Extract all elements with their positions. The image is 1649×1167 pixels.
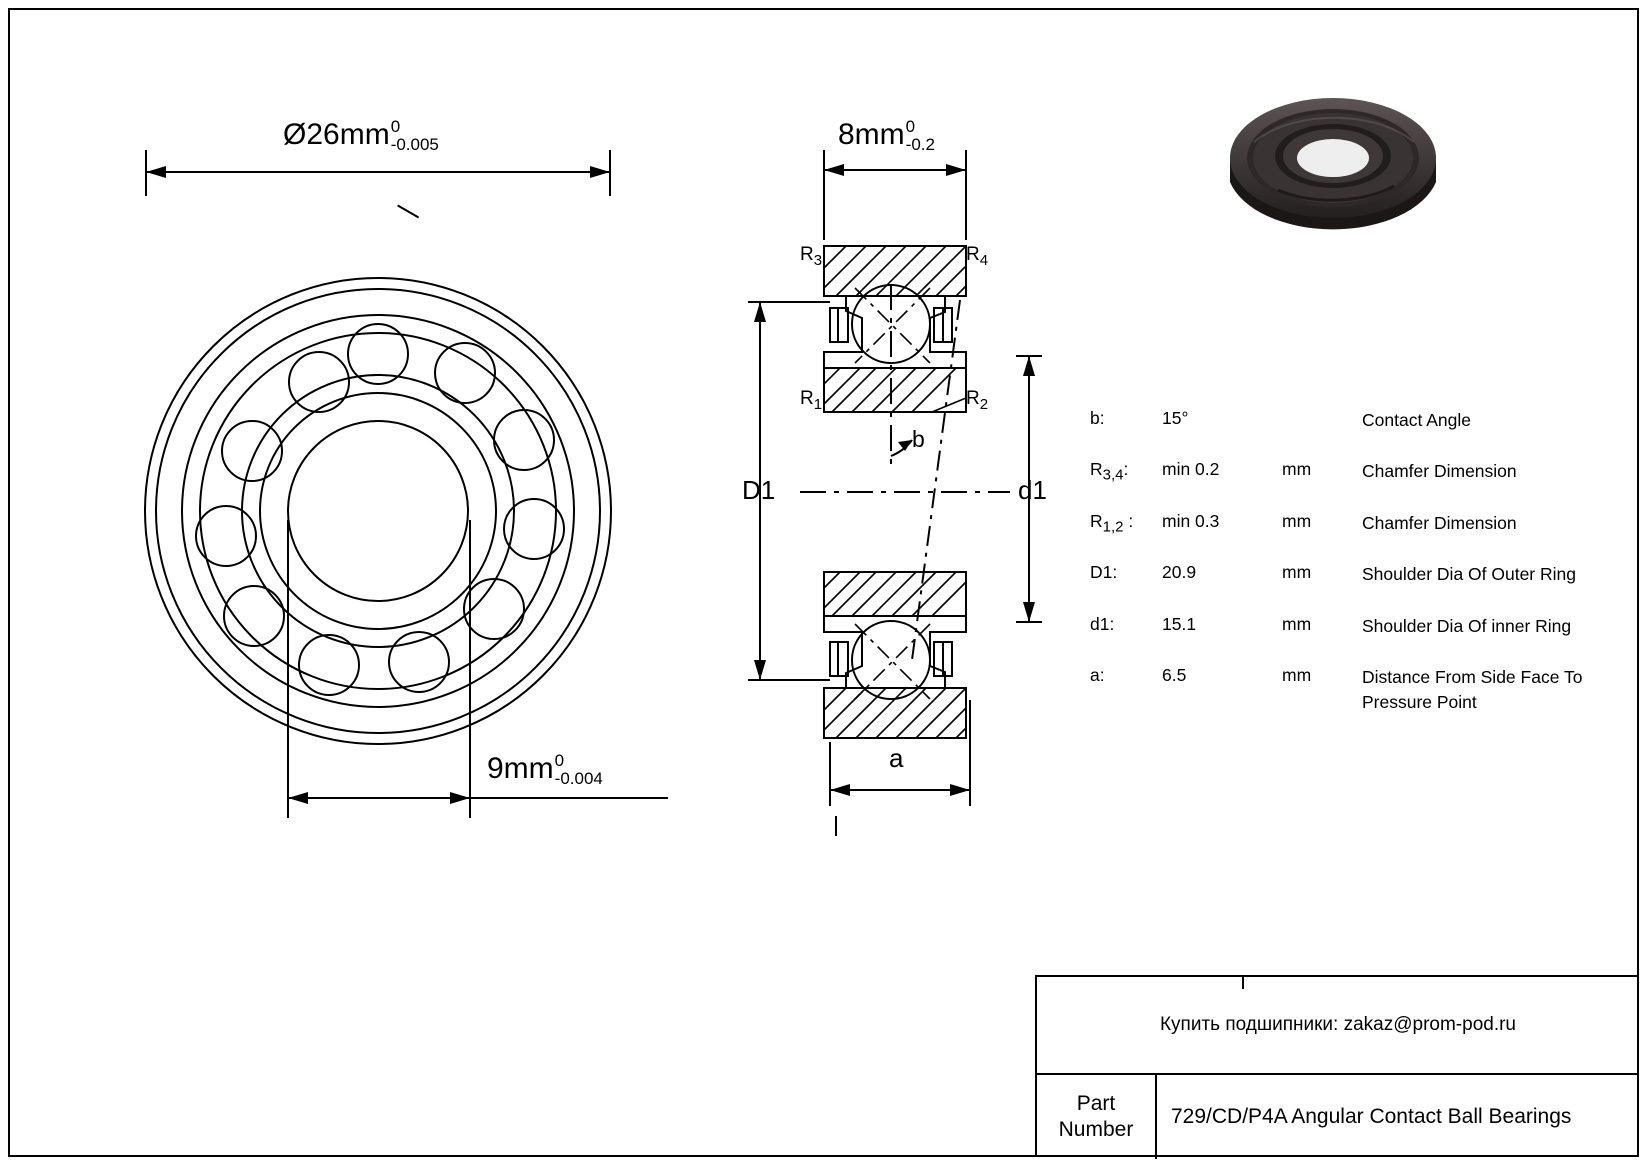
spec-description: Contact Angle — [1362, 410, 1471, 430]
bearing-3d-render — [1218, 62, 1448, 270]
label-r2: $R_2$ — [966, 388, 989, 413]
spec-row-a — [1090, 665, 1620, 716]
label-r3: $R_3$ — [800, 244, 823, 269]
spec-unit: mm — [1282, 510, 1312, 531]
part-label-line1: Part — [1076, 1091, 1116, 1115]
spec-value: 6.5 — [1162, 664, 1187, 685]
spec-description: Chamfer Dimension — [1362, 461, 1517, 482]
section-width-tolerance: 0 -0.2 — [905, 117, 935, 154]
part-number-value: 729/CD/P4A Angular Contact Ball Bearings — [1171, 1105, 1572, 1128]
spec-description: Shoulder Dia Of Outer Ring — [1362, 564, 1576, 585]
spec-value: 15° — [1162, 408, 1189, 428]
spec-symbol: b: — [1090, 408, 1105, 428]
spec-description: Shoulder Dia Of inner Ring — [1362, 615, 1572, 636]
bore-diameter-tolerance: 0 -0.004 — [554, 751, 603, 788]
spec-symbol: D1: — [1090, 562, 1118, 583]
label-section-width: 8mm 0 -0.2 — [838, 117, 935, 154]
spec-row-d1 — [1090, 614, 1620, 639]
section-view-rings — [824, 246, 966, 396]
label-contact-angle-b: b — [912, 426, 925, 452]
front-view-bearing — [145, 278, 611, 744]
label-r4: $R_4$ — [966, 244, 989, 269]
section-hatch-bottom-inner — [824, 572, 966, 616]
section-hatch-top-outer — [824, 246, 966, 296]
spec-row-D1 — [1090, 562, 1620, 587]
front-view-balls — [196, 324, 564, 695]
spec-unit: mm — [1282, 613, 1312, 634]
part-label-line2: Number — [1058, 1118, 1134, 1141]
title-block-tick — [1242, 977, 1244, 989]
label-d1: d1 — [1018, 475, 1047, 505]
outer-diameter-tolerance: 0 -0.005 — [390, 117, 439, 154]
spec-row-contact-angle — [1090, 408, 1620, 433]
spec-symbol: R1,2 : — [1090, 510, 1134, 536]
section-hatch-bottom-outer — [824, 688, 966, 738]
spec-unit: mm — [1282, 664, 1312, 685]
specification-table — [1090, 408, 1620, 742]
label-D1: D1 — [742, 475, 776, 505]
label-r1: $R_1$ — [800, 388, 823, 413]
spec-description: Chamfer Dimension — [1362, 512, 1517, 533]
spec-value: min 0.2 — [1162, 459, 1220, 480]
spec-unit: mm — [1282, 459, 1312, 480]
contact-email-line: Купить подшипники: zakaz@prom-pod.ru — [1159, 1014, 1517, 1035]
spec-symbol: d1: — [1090, 613, 1115, 634]
spec-value: 20.9 — [1162, 562, 1197, 583]
title-block-contact-row — [1037, 977, 1639, 1075]
ball-centerlines — [855, 288, 930, 699]
spec-value: 15.1 — [1162, 613, 1197, 634]
title-block-part-row — [1037, 1075, 1639, 1159]
dim-section-width — [824, 150, 966, 240]
spec-symbol: R3,4: — [1090, 459, 1129, 484]
front-view-cage-bars — [398, 205, 419, 217]
spec-value: min 0.3 — [1162, 510, 1220, 531]
dim-bore-diameter — [288, 520, 668, 818]
label-bore-diameter: 9mm 0 -0.004 — [487, 751, 603, 788]
part-number-label — [1037, 1075, 1157, 1159]
spec-unit: mm — [1282, 562, 1312, 583]
spec-symbol: a: — [1090, 664, 1105, 685]
label-a: a — [889, 743, 904, 773]
spec-row-chamfer-r12 — [1090, 511, 1620, 536]
title-block — [1035, 975, 1639, 1157]
spec-description: Distance From Side Face To Pressure Point — [1362, 666, 1583, 713]
label-outer-diameter: Ø26mm 0 -0.005 — [283, 117, 439, 154]
spec-row-chamfer-r34 — [1090, 459, 1620, 484]
